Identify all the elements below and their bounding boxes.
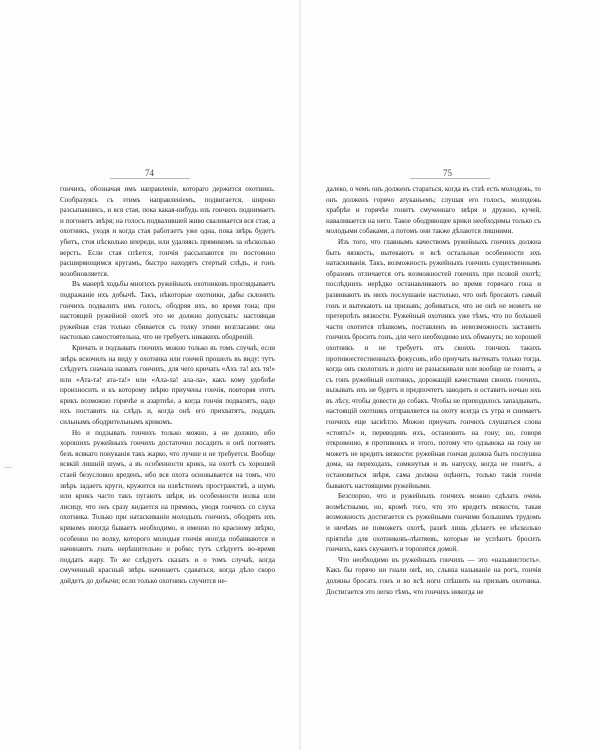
header-rule-right bbox=[410, 178, 490, 179]
right-page bbox=[300, 0, 600, 750]
page-number-right: 75 bbox=[443, 168, 452, 178]
paragraph: Но и подзывать гончихъ только можно, а не должно, ибо хорошихъ ружейныхъ гончихъ достаточно посадить и онѣ погонятъ безъ всякаго понуканія такъ жарко, что лучше и не требуется. Вообще всякій лишній шумъ, а въ особенности крикъ, на охотѣ съ хорошей стаей безусловно вреденъ, ибо вся охота основывается на томъ, что звѣрь задаетъ круги, кружится на извѣстномъ пространствѣ, а шумъ или крикъ часто такъ пугаютъ звѣря, въ особенности волка или лисицу, что онъ сразу кидается на прямикъ, уводя гончихъ со слуха охотника. Только при натаскиваніи молодыхъ гончихъ, ободрять ихъ крикомъ иногда бываетъ необходимо, и именно по красному звѣрю, особенно по волку, которого молодыя гончія иногда побаиваются и начинаютъ гнать нерѣшительно и робко; тутъ слѣдуетъ во-время поддать жару. То же слѣдуетъ сказать и о томъ случаѣ, когда смученный красный звѣрь начинаетъ сдаваться, когда дѣло скоро дойдетъ до добычи; если только охотникъ случится не- bbox=[60, 428, 275, 585]
page-number-left: 74 bbox=[145, 168, 154, 178]
header-rule-left bbox=[110, 178, 190, 179]
paragraph: Безспорно, что и ружейныхъ гончихъ можно сдѣлать очень возмѣстными, но, кромѣ того, что это вредитъ вязкости, такая возможность достигается съ ружейными гончими большимъ трудомъ и ничѣмъ не поможетъ охотѣ, развѣ лишь дѣлаетъ ее нѣсколько пріятнѣе для охотниковъ-лѣнтяевъ, которые не успѣютъ бросить гончихъ, какъ скучаютъ и торопятся домой. bbox=[326, 492, 541, 554]
paragraph: Изъ того, что главнымъ качествомъ ружейныхъ гончихъ должна быть вязкость, вытекаютъ и всѣ остальныя особенности ихъ натаскиванія. Такъ, возможность ружейныхъ гончихъ существеннымъ образомъ отличается отъ возможностей гончихъ при псовой охотѣ; послѣднихъ нерѣдко останавливаютъ во время горячаго гона и развиваютъ въ нихъ послушаніе настолько, что онѣ бросаютъ самый гонъ и вытекаютъ на призывъ; добиваться, что не онѣ не можетъ не претерпѣть вязкости. Ружейный охотникъ уже тѣмъ, что по большей части охотится пѣшкомъ, поставленъ въ невозможность заставить гончихъ бросить гонъ, для чего необходимо ихъ обмануть; но хорошей охотникъ и не требуетъ отъ своихъ гончихъ такихъ противоестественныхъ фокусовъ, ибо приучать вытекать только тогда, когда онъ сколотилъ и долго не разыскивали или вообще не гонитъ, а съ гонъ ружейный охотникъ, дорожащій качествами своихъ гончихъ, вызывать ихъ не будетъ и предпочтетъ заводить и оставить ночью ихъ въ лѣсу, чтобы довести до собакъ. Чтобы не приходилось запаздывать, настоящій охотникъ отправляется на охоту всегда съ утра и снимаетъ гончихъ еще засвѣтло. Можно приучать гончихъ слушаться слова «стоять!» и, переводивъ ихъ, остановить на гону; но, говоря откровенно, я противникъ и этого, потому что одзывока на гону не можетъ не вредить вязкости: ружейная гончая должна быть послушна дома, на переходахъ, сомкнутыя и въ напуску, когда не гонитъ, а остановиться звѣря, сама должна оцѣнить, только такія гончія бываютъ настоящими ружейными. bbox=[326, 237, 541, 490]
paragraph: Что необходимо въ ружейныхъ гончихъ — это «назывистость». Какъ бы горячо ни гнали онѣ, но, слыша называніе на рогъ, гончія должны бросать гонъ и во всѣ ноги спѣшить на призывъ охотника. Достигается это легко тѣмъ, что гончихъ никогда не bbox=[326, 555, 541, 596]
text-column-right bbox=[326, 184, 541, 597]
text-column-left bbox=[60, 184, 275, 587]
paragraph: гончихъ, обозначая имъ направленіе, котораго держится охотникъ. Сообразуясь съ этимъ направленіемъ, подвигается, широко разсыпавшись, и вся стая, пока какая-нибудь изъ гончихъ поднимаетъ и погонитъ звѣря; на голосъ подвалившей живо сваливается вся стая, а охотникъ, уходя и когда стая работаетъ уже одна, пока звѣрь будетъ убитъ, стоя нѣсколько впереди, или удаляясь прямикомъ за нѣсколько верстъ. Если стая спѣется, гончія рассыпаются по постоянно расширяющимся кругамъ, быстро находятъ стертый слѣдъ, и гонъ возобновляется. bbox=[60, 185, 275, 278]
paragraph: Кричать и подзывать гончихъ можно только въ томъ случаѣ, если звѣрь вскочилъ на виду у охотника или гончей прошелъ въ виду: тутъ слѣдуетъ сначала назвать гончихъ, для чего кричать «Ахъ та! ахъ тя!» или «Ата-та! ата-та!» или «Ала-ла! ала-ла», какъ кому удобнѣе произносить и къ которому звѣрю приучены гончія, повторяя этотъ крикъ возможно горячѣе и азартнѣе, а когда гончія подвалятъ, надо ихъ поставить на слѣдъ и, когда онѣ его прихватятъ, поддать сильнымъ ободрительнымъ крикомъ. bbox=[60, 343, 275, 427]
paragraph: далеко, о чемъ онъ долженъ стараться, когда въ стаѣ есть молодежь, то онъ долженъ горячо атуканьемъ; слушая его голосъ, молодежь храбрѣе и горячѣе гонитъ смученнаго звѣря и дружно, кучей, наваливается на него. Такое ободряющее крики необходимы только съ молодыми собаками, а потомъ они также дѣлаются лишними. bbox=[326, 185, 541, 236]
margin-mark: — bbox=[4, 462, 12, 471]
paragraph: Въ манерѣ ходьбы многихъ ружейныхъ охотниковъ проглядываетъ подражаніе ихъ добычѣ. Такъ, нѣкоторые охотники, дабы склонить гончихъ подвалить имъ голосъ, ободряя ихъ, во время гона; при настоящей ружейной охотѣ это не должно допускать: настоящая ружейная стая только сбивается съ толку этими возгласами: она настолько самостоятельна, что не требуетъ никакихъ ободреній. bbox=[60, 280, 275, 342]
